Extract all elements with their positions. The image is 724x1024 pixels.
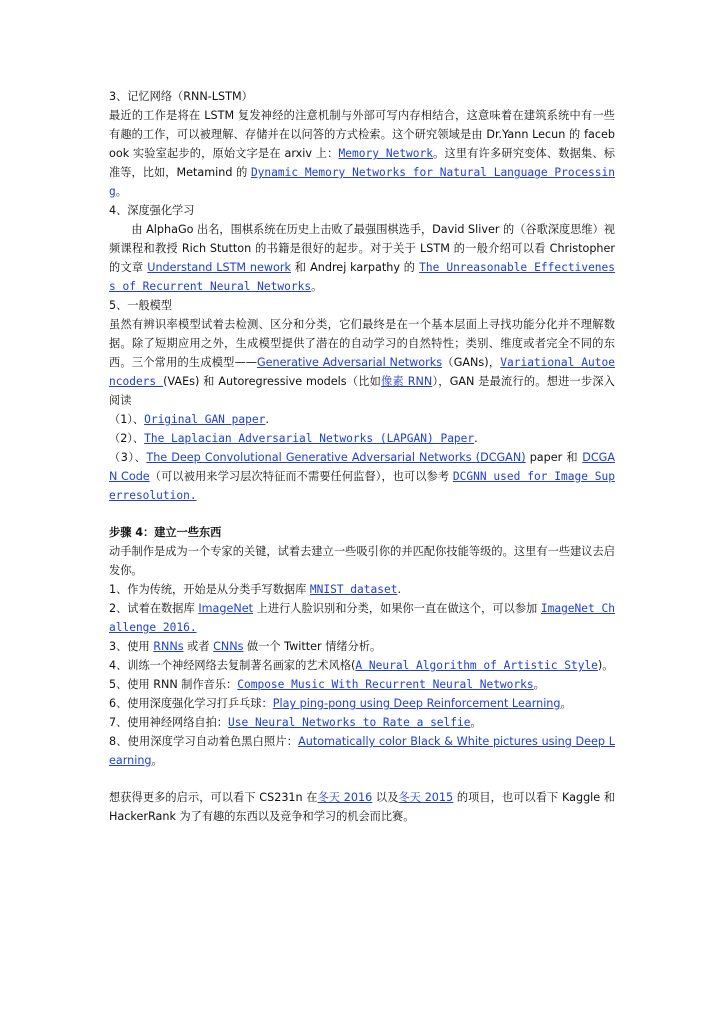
unreasonable-effectiveness-link[interactable]: The Unreasonable Effectiveness of Recurrent Neural Networks [109,261,616,293]
item-text: 8、使用深度学习自动着色黑白照片： [109,735,299,748]
rate-selfie-link[interactable]: Use Neural Networks to Rate a selfie [228,716,471,729]
item-text: 4、训练一个神经网络去复制著名画家的艺术风格( [109,659,356,672]
section-5-text-b: （GANs)， [442,356,501,369]
spacer [109,770,615,788]
step-4-item-8 [109,732,615,770]
closing-text-b: 以及 [372,791,399,804]
closing-text-c: 的项目，也可以看下 Kaggle 和 HackerRank 为了有趣的东西以及竞争和学习的机会而比赛。 [109,791,616,823]
lapgan-paper-link[interactable]: The Laplacian Adversarial Networks (LAPGAN) Paper [144,432,475,445]
item-text: 上进行人脸识别和分类，如果你一直在做这个，可以参加 [253,602,541,615]
dynamic-memory-networks-link[interactable]: Dynamic Memory Networks for Natural Language Processing [109,166,616,198]
section-5-text-a: 虽然有辨识率模型试着去检测、区分和分类，它们最终是在一个基本层面上寻找功能分化并不理解数据。除了短期应用之外，生成模型提供了潜在的自动学习的自然特性；类别、维度或者完全不同的东西。三个常用的生成模型—— [109,318,615,369]
gan-reading-item-1 [109,410,615,429]
item-text: 做一个 Twitter 情绪分析。 [243,640,382,653]
section-3-title: 3、记忆网络（RNN-LSTM） [109,90,253,103]
imagenet-link[interactable]: ImageNet [198,602,254,615]
dcgan-code-link[interactable]: DCGAN Code [109,451,615,483]
item-text: 1、作为传统，开始是从分类手写数据库 [109,583,310,596]
vae-link[interactable]: Variational Autoencoders [109,356,615,388]
item-text: 。 [151,754,163,767]
item-text: 。 [470,716,482,729]
step-4-item-5 [109,675,615,694]
item-3-prefix: （3）、 [109,451,147,464]
mnist-dataset-link[interactable]: MNIST dataset [309,583,398,596]
gan-reading-item-3 [109,448,615,505]
section-4-title: 4、深度强化学习 [109,204,195,217]
item-text: 或者 [183,640,214,653]
section-4-text-b: 和 Andrej karpathy 的 [290,261,420,274]
step-4-item-3 [109,637,615,656]
closing-text-a: 想获得更多的启示，可以看下 CS231n 在 [109,791,318,804]
section-5-text-d: ），GAN 是最流行的。想进一步深入阅读 [109,375,615,407]
section-3-text-a: 最近的工作是将在 LSTM 复发神经的注意机制与外部可写内存相结合，这意味着在建筑系统中有一些有趣的工作，可以被理解、存储并在以问答的方式检索。这个研究领域是由 Dr.Yann Lecun 的 facebook 实验室起步的，原始文字是在 arxiv 上： [109,109,615,160]
winter-2015-link[interactable]: 冬天 2015 [398,791,454,804]
dcgnn-superresolution-link[interactable]: DCGNN used for Image Superresolution. [109,470,615,502]
item-1-suffix: . [265,413,269,426]
auto-colorize-link[interactable]: Automatically color Black & White pictures using Deep Learning [109,735,615,767]
item-2-prefix: （2）、 [109,432,145,445]
section-3-paragraph [109,106,615,201]
item-text: 3、使用 [109,640,154,653]
section-3-text-b: 。这里有许多研究变体、数据集、标准等，比如，Metamind 的 [109,147,615,179]
imagenet-challenge-link[interactable]: ImageNet Challenge 2016. [109,602,615,634]
item-3-mid: paper 和 [525,451,583,464]
memory-network-link[interactable]: Memory Network [338,147,433,160]
document-page [109,87,615,826]
step-4-item-2 [109,599,615,637]
closing-paragraph [109,788,615,826]
rnns-link[interactable]: RNNs [153,640,184,653]
section-4-text-a: 由 AlphaGo 出名，围棋系统在历史上击败了最强围棋选手，David Sliver 的（谷歌深度思维）视频课程和教授 Rich Stutton 的书籍是很好的起步。对于关于 LSTM 的一般介绍可以看 Christopher 的文章 [109,223,615,274]
section-5-text-c: (VAEs) 和 Autoregressive models（比如 [163,375,382,388]
dcgan-paper-link[interactable]: The Deep Convolutional Generative Adversarial Networks (DCGAN) [146,451,526,464]
step-4-intro: 动手制作是成为一个专家的关键，试着去建立一些吸引你的并匹配你技能等级的。这里有一些建议去启发你。 [109,545,615,577]
play-ping-pong-link[interactable]: Play ping-pong using Deep Reinforcement Learning [272,697,561,710]
original-gan-paper-link[interactable]: Original GAN paper [144,413,266,426]
section-4-paragraph [109,220,615,296]
step-4-item-4 [109,656,615,675]
compose-music-link[interactable]: Compose Music With Recurrent Neural Networks [237,678,534,691]
item-text: 7、使用神经网络自拍： [109,716,228,729]
section-5-paragraph [109,315,615,410]
item-text: 。 [560,697,572,710]
step-4-title: 步骤 4：建立一些东西 [109,526,222,539]
item-text: . [397,583,401,596]
section-5-title: 5、一般模型 [109,299,173,312]
winter-2016-link[interactable]: 冬天 2016 [317,791,373,804]
item-text: 6、使用深度强化学习打乒乓球： [109,697,273,710]
item-2-suffix: . [474,432,478,445]
step-4-item-1 [109,580,615,599]
item-text: )。 [597,659,614,672]
neural-algorithm-artistic-style-link[interactable]: A Neural Algorithm of Artistic Style [355,659,598,672]
step-4-item-7 [109,713,615,732]
item-text: 。 [533,678,545,691]
item-1-prefix: （1）、 [109,413,145,426]
item-text: 2、试着在数据库 [109,602,199,615]
item-text: 5、使用 RNN 制作音乐： [109,678,238,691]
cnns-link[interactable]: CNNs [213,640,244,653]
gan-link[interactable]: Generative Adversarial Networks [256,356,443,369]
step-4-item-6 [109,694,615,713]
section-4-text-c: 。 [311,280,323,293]
section-3-text-c: 。 [115,185,127,198]
gan-reading-item-2 [109,429,615,448]
understand-lstm-link[interactable]: Understand LSTM nework [147,261,291,274]
item-3-mid-2: （可以被用来学习层次特征而不需要任何监督），也可以参考 [149,470,453,483]
pixel-rnn-link[interactable]: 像素 RNN [381,375,433,388]
